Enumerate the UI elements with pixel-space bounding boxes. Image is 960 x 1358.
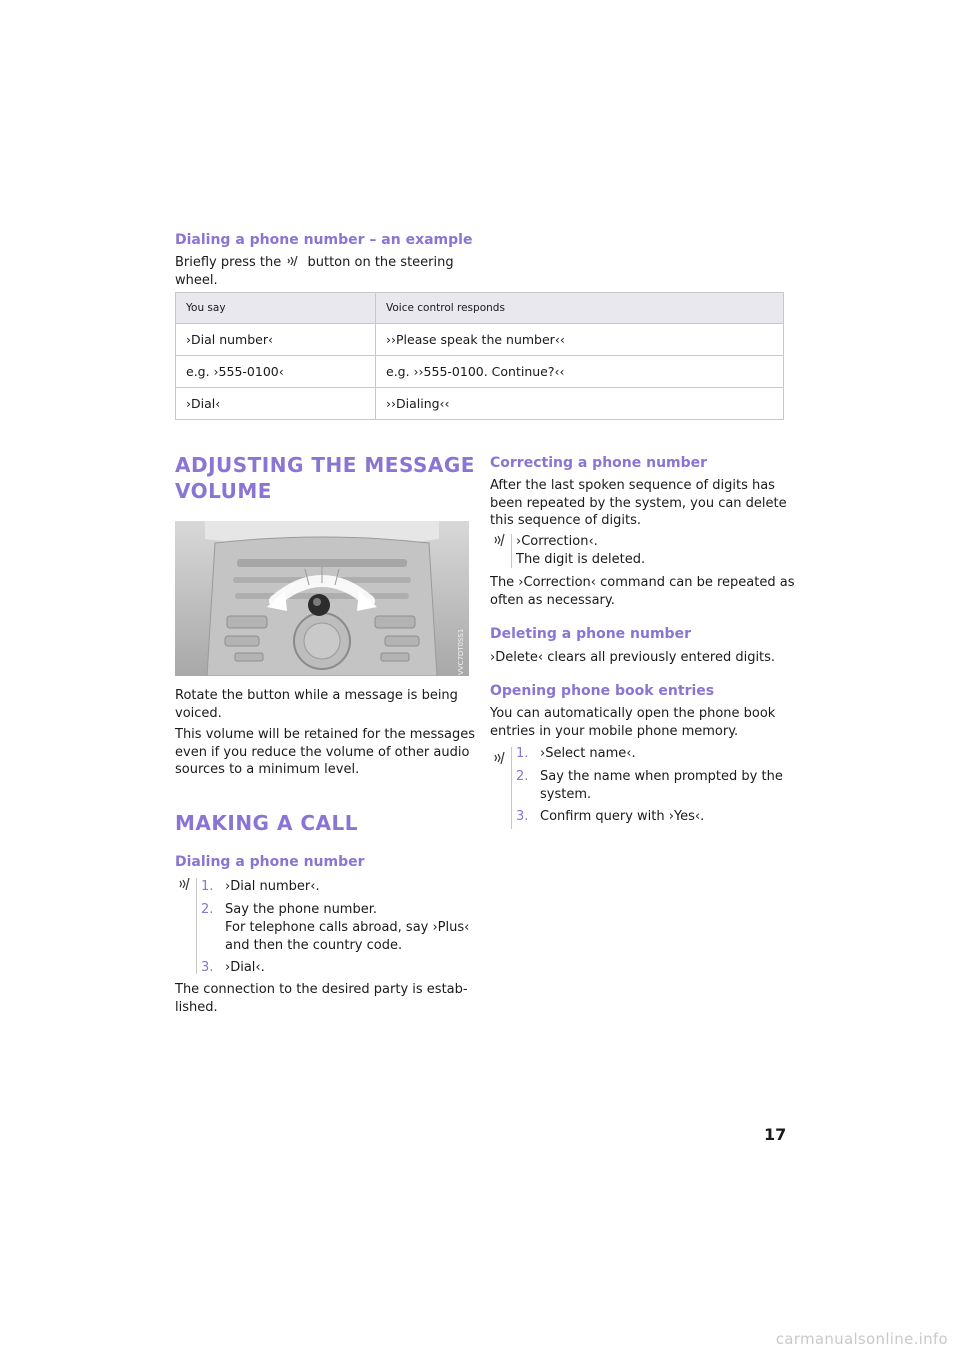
voice-commands-table (175, 292, 784, 420)
table-row (176, 388, 784, 420)
phonebook-steps-block: 1. ›Select name‹. 2. Say the name when prompted by the system. 3. Confirm query with ›Yes‹. (493, 739, 783, 829)
deleting-para: ›Delete‹ clears all previously entered digits. (490, 650, 776, 665)
correcting-note: The ›Correction‹ command can be repeated as often as necessary. (490, 575, 795, 608)
table-row (176, 356, 784, 388)
correction-command-block (493, 528, 783, 568)
page-number: 17 (764, 1125, 787, 1144)
table-header-cell: You say (176, 293, 376, 324)
table-cell: ››Please speak the number‹‹ (376, 324, 784, 356)
making-call-title: MAKING A CALL (175, 811, 359, 835)
example-intro-line2: wheel. (175, 273, 218, 288)
voice-button-icon (285, 255, 303, 267)
table-cell: e.g. ›555-0100‹ (176, 356, 376, 388)
correction-command: ›Correction‹. (516, 534, 598, 549)
correction-result: The digit is deleted. (516, 552, 646, 567)
adjusting-title: ADJUSTING THE MESSAGE VOLUME (175, 453, 475, 503)
table-row (176, 324, 784, 356)
table-cell: e.g. ››555-0100. Continue?‹‹ (376, 356, 784, 388)
deleting-title: Deleting a phone number (490, 626, 691, 642)
voice-command-icon (493, 752, 507, 764)
table-header-row (176, 293, 784, 324)
adjusting-para2: This volume will be retained for the messages even if you reduce the volume of other audio sources to a minimum level. (175, 727, 475, 777)
table-header-cell: Voice control responds (376, 293, 784, 324)
table-cell: ›Dial number‹ (176, 324, 376, 356)
command-bar (511, 747, 512, 829)
command-bar (196, 878, 197, 974)
table-cell: ››Dialing‹‹ (376, 388, 784, 420)
command-bar (511, 534, 512, 568)
correcting-para: After the last spoken sequence of digits has been repeated by the system, you can delete this sequence of digits. (490, 478, 787, 528)
adjusting-para1: Rotate the button while a message is being voiced. (175, 688, 458, 721)
voice-command-icon (178, 878, 192, 890)
dialing-steps-block: 1. ›Dial number‹. 2. Say the phone number. For telephone calls abroad, say ›Plus‹ and then the country code. 3. ›Dial‹. (178, 872, 468, 974)
volume-knob-photo (175, 521, 469, 676)
dialing-subtitle: Dialing a phone number (175, 854, 365, 870)
watermark: carmanualsonline.info (775, 1330, 948, 1348)
example-intro: Briefly press the button on the steering (175, 255, 454, 270)
photo-code: VVC7DT0SS1 (457, 628, 465, 675)
table-cell: ›Dial‹ (176, 388, 376, 420)
voice-command-icon (493, 534, 507, 546)
dashboard-illustration (175, 521, 469, 676)
example-title: Dialing a phone number – an example (175, 232, 473, 248)
correcting-title: Correcting a phone number (490, 455, 708, 471)
phonebook-para: You can automatically open the phone book entries in your mobile phone memory. (490, 706, 776, 739)
dialing-outro: The connection to the desired party is estab- lished. (175, 982, 468, 1015)
phonebook-title: Opening phone book entries (490, 683, 715, 699)
